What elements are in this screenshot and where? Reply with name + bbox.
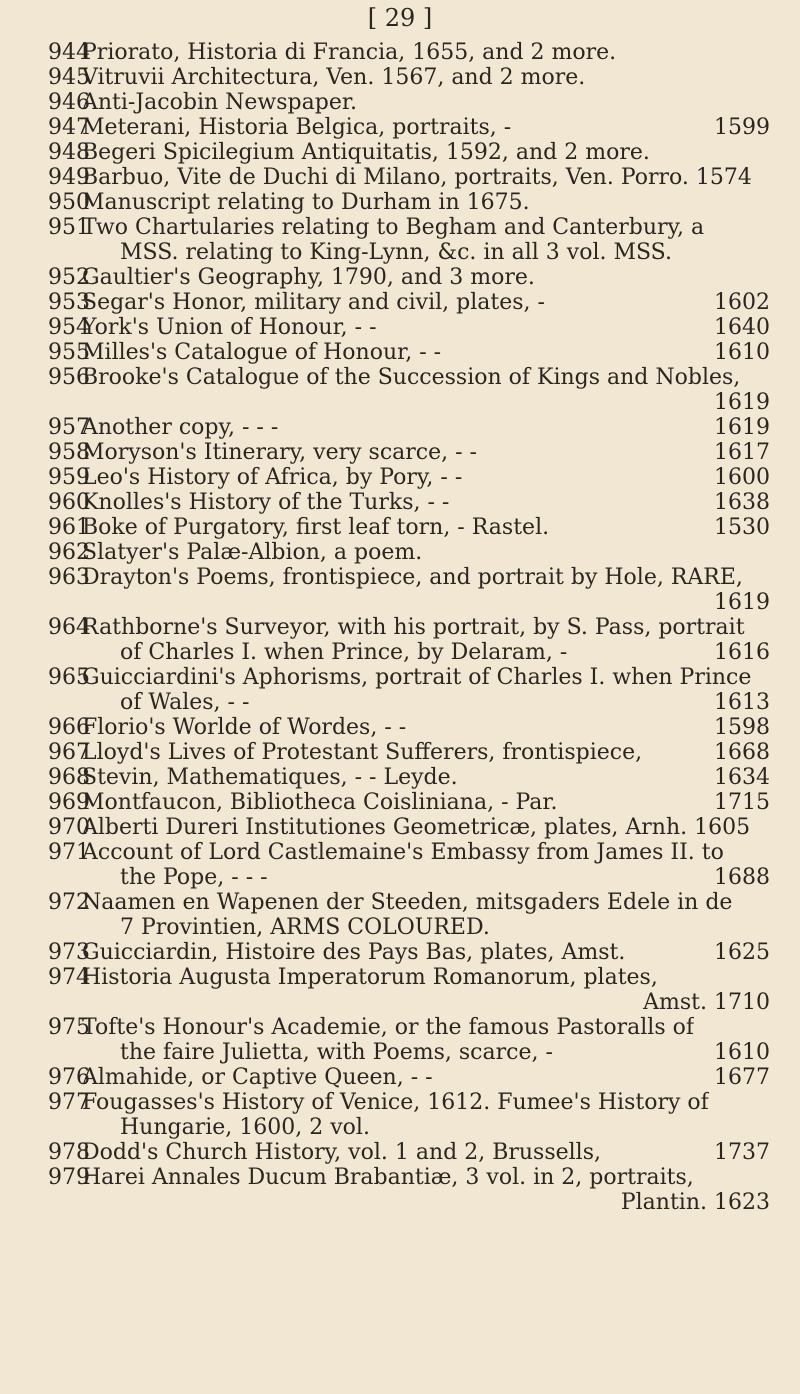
- entry-line: [82, 665, 770, 690]
- entry-date: 1619: [714, 390, 770, 415]
- entry-text: Guicciardini's Aphorisms, portrait of Charles I. when Prince: [82, 665, 752, 690]
- entry-line: [82, 240, 770, 265]
- catalogue-entry: [48, 40, 770, 65]
- entry-line: [82, 165, 770, 190]
- lot-number: 944: [48, 40, 90, 65]
- entry-text: Tofte's Honour's Academie, or the famous Pastoralls of: [82, 1015, 695, 1040]
- lot-number: 949: [48, 165, 90, 190]
- entry-text: Almahide, or Captive Queen, - -: [82, 1065, 433, 1090]
- catalogue-entry: [48, 140, 770, 165]
- entry-text: MSS. relating to King-Lynn, &c. in all 3 vol. MSS.: [120, 240, 672, 265]
- catalogue-entry: [48, 715, 770, 740]
- entry-date: 1598: [714, 715, 770, 740]
- catalogue-entry: [48, 840, 770, 890]
- entry-date: 1602: [714, 290, 770, 315]
- entry-text: Rathborne's Surveyor, with his portrait, by S. Pass, portrait: [82, 615, 745, 640]
- entry-line: [82, 615, 770, 640]
- catalogue-entry: [48, 965, 770, 1015]
- lot-number: 979: [48, 1165, 90, 1190]
- entry-text: Account of Lord Castlemaine's Embassy from James II. to: [82, 840, 724, 865]
- entry-text: Slatyer's Palæ-Albion, a poem.: [82, 540, 423, 565]
- entry-line: [82, 65, 770, 90]
- entry-date: 1616: [714, 640, 770, 665]
- lot-number: 975: [48, 1015, 90, 1040]
- entry-text: the Pope, - - -: [120, 865, 268, 890]
- lot-number: 972: [48, 890, 90, 915]
- entry-text: Moryson's Itinerary, very scarce, - -: [82, 440, 477, 465]
- entry-line: [82, 915, 770, 940]
- lot-number: 961: [48, 515, 90, 540]
- entry-text: Milles's Catalogue of Honour, - -: [82, 340, 442, 365]
- entry-text: Dodd's Church History, vol. 1 and 2, Brussells,: [82, 1140, 601, 1165]
- lot-number: 947: [48, 115, 90, 140]
- entry-date: 1619: [714, 415, 770, 440]
- entry-line: [82, 465, 770, 490]
- entry-text: Two Chartularies relating to Begham and Canterbury, a: [82, 215, 705, 240]
- entry-line: [82, 840, 770, 865]
- catalogue-entry: [48, 190, 770, 215]
- entry-date: 1530: [714, 515, 770, 540]
- catalogue-entry: [48, 290, 770, 315]
- lot-number: 966: [48, 715, 90, 740]
- entry-line: [82, 215, 770, 240]
- catalogue-entry: [48, 65, 770, 90]
- entry-line: [82, 190, 770, 215]
- entry-text: Fougasses's History of Venice, 1612. Fumee's History of: [82, 1090, 709, 1115]
- entry-line: [82, 1140, 770, 1165]
- entry-line: [82, 1090, 770, 1115]
- entry-date: 1600: [714, 465, 770, 490]
- entry-line: [82, 540, 770, 565]
- lot-number: 965: [48, 665, 90, 690]
- catalogue-entry: [48, 490, 770, 515]
- entry-text: Barbuo, Vite de Duchi di Milano, portraits, Ven. Porro. 1574: [82, 165, 752, 190]
- catalogue-entry: [48, 90, 770, 115]
- catalogue-entry: [48, 265, 770, 290]
- lot-number: 969: [48, 790, 90, 815]
- catalogue-entry: [48, 1065, 770, 1090]
- lot-number: 978: [48, 1140, 90, 1165]
- lot-number: 968: [48, 765, 90, 790]
- entry-line: [82, 1165, 770, 1190]
- entry-line: [82, 940, 770, 965]
- entry-text: Begeri Spicilegium Antiquitatis, 1592, and 2 more.: [82, 140, 650, 165]
- lot-number: 970: [48, 815, 90, 840]
- lot-number: 963: [48, 565, 90, 590]
- catalogue-entry: [48, 1140, 770, 1165]
- catalogue-entry: [48, 615, 770, 665]
- entry-text: York's Union of Honour, - -: [82, 315, 377, 340]
- entry-line: [82, 290, 770, 315]
- entry-date: 1613: [714, 690, 770, 715]
- lot-number: 959: [48, 465, 90, 490]
- entry-line: [82, 690, 770, 715]
- catalogue-entry: [48, 215, 770, 265]
- lot-number: 977: [48, 1090, 90, 1115]
- catalogue-entry: [48, 415, 770, 440]
- entry-text: Naamen en Wapenen der Steeden, mitsgaders Edele in de: [82, 890, 733, 915]
- entry-text: Florio's Worlde of Wordes, - -: [82, 715, 407, 740]
- entry-line: [82, 590, 770, 615]
- entry-line: [82, 415, 770, 440]
- lot-number: 952: [48, 265, 90, 290]
- entry-line: [82, 315, 770, 340]
- lot-number: 948: [48, 140, 90, 165]
- entry-line: [82, 115, 770, 140]
- entry-text: Alberti Dureri Institutiones Geometricæ, plates, Arnh. 1605: [82, 815, 751, 840]
- entry-line: [82, 390, 770, 415]
- catalogue-entry: [48, 440, 770, 465]
- lot-number: 974: [48, 965, 90, 990]
- catalogue-entry: [48, 465, 770, 490]
- entry-line: [82, 865, 770, 890]
- page-number: [ 29 ]: [367, 4, 433, 32]
- entry-date: 1610: [714, 340, 770, 365]
- entry-text: Segar's Honor, military and civil, plates, -: [82, 290, 545, 315]
- entry-line: [82, 965, 770, 990]
- catalogue-entry: [48, 1165, 770, 1215]
- entry-text: of Charles I. when Prince, by Delaram, -: [120, 640, 568, 665]
- lot-number: 957: [48, 415, 90, 440]
- entry-text: Manuscript relating to Durham in 1675.: [82, 190, 530, 215]
- catalogue-entry: [48, 815, 770, 840]
- entry-text: Brooke's Catalogue of the Succession of Kings and Nobles,: [82, 365, 741, 390]
- entry-text: Guicciardin, Histoire des Pays Bas, plates, Amst.: [82, 940, 626, 965]
- entry-text: Anti-Jacobin Newspaper.: [82, 90, 357, 115]
- entry-line: [82, 490, 770, 515]
- entry-date: 1617: [714, 440, 770, 465]
- catalogue-entry: [48, 790, 770, 815]
- lot-number: 951: [48, 215, 90, 240]
- entry-line: [82, 40, 770, 65]
- catalogue-entry: [48, 165, 770, 190]
- entry-line: [82, 90, 770, 115]
- entry-date: 1638: [714, 490, 770, 515]
- entry-text: Historia Augusta Imperatorum Romanorum, plates,: [82, 965, 658, 990]
- catalogue-entry: [48, 665, 770, 715]
- entry-line: [82, 715, 770, 740]
- entry-date: 1688: [714, 865, 770, 890]
- entry-date: 1610: [714, 1040, 770, 1065]
- lot-number: 958: [48, 440, 90, 465]
- entry-text: Drayton's Poems, frontispiece, and portrait by Hole, RARE,: [82, 565, 743, 590]
- lot-number: 945: [48, 65, 90, 90]
- entry-line: [82, 1190, 770, 1215]
- entry-date: 1640: [714, 315, 770, 340]
- entry-line: [82, 265, 770, 290]
- entry-text: Montfaucon, Bibliotheca Coisliniana, - Par.: [82, 790, 558, 815]
- catalogue-entry: [48, 315, 770, 340]
- entry-line: [82, 765, 770, 790]
- catalogue-entry: [48, 515, 770, 540]
- catalogue-entry: [48, 1015, 770, 1065]
- entry-line: [82, 890, 770, 915]
- entry-text: Harei Annales Ducum Brabantiæ, 3 vol. in 2, portraits,: [82, 1165, 694, 1190]
- lot-number: 973: [48, 940, 90, 965]
- entry-text: Hungarie, 1600, 2 vol.: [120, 1115, 370, 1140]
- entry-line: [82, 340, 770, 365]
- entry-date: 1625: [714, 940, 770, 965]
- catalogue-entry: [48, 365, 770, 415]
- entry-line: [82, 515, 770, 540]
- lot-number: 964: [48, 615, 90, 640]
- catalogue-entry: [48, 765, 770, 790]
- entry-text: 7 Provintien, ARMS COLOURED.: [120, 915, 490, 940]
- catalogue-entry: [48, 890, 770, 940]
- catalogue-entry: [48, 540, 770, 565]
- lot-number: 955: [48, 340, 90, 365]
- entry-text: Vitruvii Architectura, Ven. 1567, and 2 more.: [82, 65, 586, 90]
- entry-text: the faire Julietta, with Poems, scarce, -: [120, 1040, 553, 1065]
- catalogue-list: [48, 40, 770, 1215]
- entry-text: Meterani, Historia Belgica, portraits, -: [82, 115, 512, 140]
- entry-date: 1677: [714, 1065, 770, 1090]
- entry-text: Lloyd's Lives of Protestant Sufferers, frontispiece,: [82, 740, 643, 765]
- entry-date: 1715: [714, 790, 770, 815]
- catalogue-entry: [48, 1090, 770, 1140]
- lot-number: 960: [48, 490, 90, 515]
- entry-line: [82, 1065, 770, 1090]
- entry-text: Boke of Purgatory, first leaf torn, - Rastel.: [82, 515, 550, 540]
- entry-line: [82, 140, 770, 165]
- entry-line: [82, 740, 770, 765]
- lot-number: 950: [48, 190, 90, 215]
- entry-date: Amst. 1710: [643, 990, 770, 1015]
- entry-line: [82, 815, 770, 840]
- lot-number: 971: [48, 840, 90, 865]
- lot-number: 976: [48, 1065, 90, 1090]
- entry-line: [82, 1115, 770, 1140]
- entry-date: 1599: [714, 115, 770, 140]
- entry-text: Another copy, - - -: [82, 415, 279, 440]
- lot-number: 953: [48, 290, 90, 315]
- entry-text: Knolles's History of the Turks, - -: [82, 490, 450, 515]
- entry-date: 1737: [714, 1140, 770, 1165]
- entry-line: [82, 790, 770, 815]
- entry-text: Leo's History of Africa, by Pory, - -: [82, 465, 463, 490]
- lot-number: 967: [48, 740, 90, 765]
- entry-text: Stevin, Mathematiques, - - Leyde.: [82, 765, 458, 790]
- lot-number: 946: [48, 90, 90, 115]
- catalogue-entry: [48, 565, 770, 615]
- entry-line: [82, 365, 770, 390]
- entry-text: of Wales, - -: [120, 690, 250, 715]
- entry-line: [82, 440, 770, 465]
- catalogue-entry: [48, 115, 770, 140]
- catalogue-entry: [48, 740, 770, 765]
- catalogue-entry: [48, 340, 770, 365]
- lot-number: 956: [48, 365, 90, 390]
- entry-date: Plantin. 1623: [620, 1190, 770, 1215]
- catalogue-entry: [48, 940, 770, 965]
- entry-date: 1634: [714, 765, 770, 790]
- entry-date: 1619: [714, 590, 770, 615]
- entry-line: [82, 640, 770, 665]
- lot-number: 962: [48, 540, 90, 565]
- entry-text: Gaultier's Geography, 1790, and 3 more.: [82, 265, 535, 290]
- entry-line: [82, 565, 770, 590]
- entry-line: [82, 990, 770, 1015]
- lot-number: 954: [48, 315, 90, 340]
- entry-date: 1668: [714, 740, 770, 765]
- entry-line: [82, 1040, 770, 1065]
- entry-text: Priorato, Historia di Francia, 1655, and 2 more.: [82, 40, 617, 65]
- entry-line: [82, 1015, 770, 1040]
